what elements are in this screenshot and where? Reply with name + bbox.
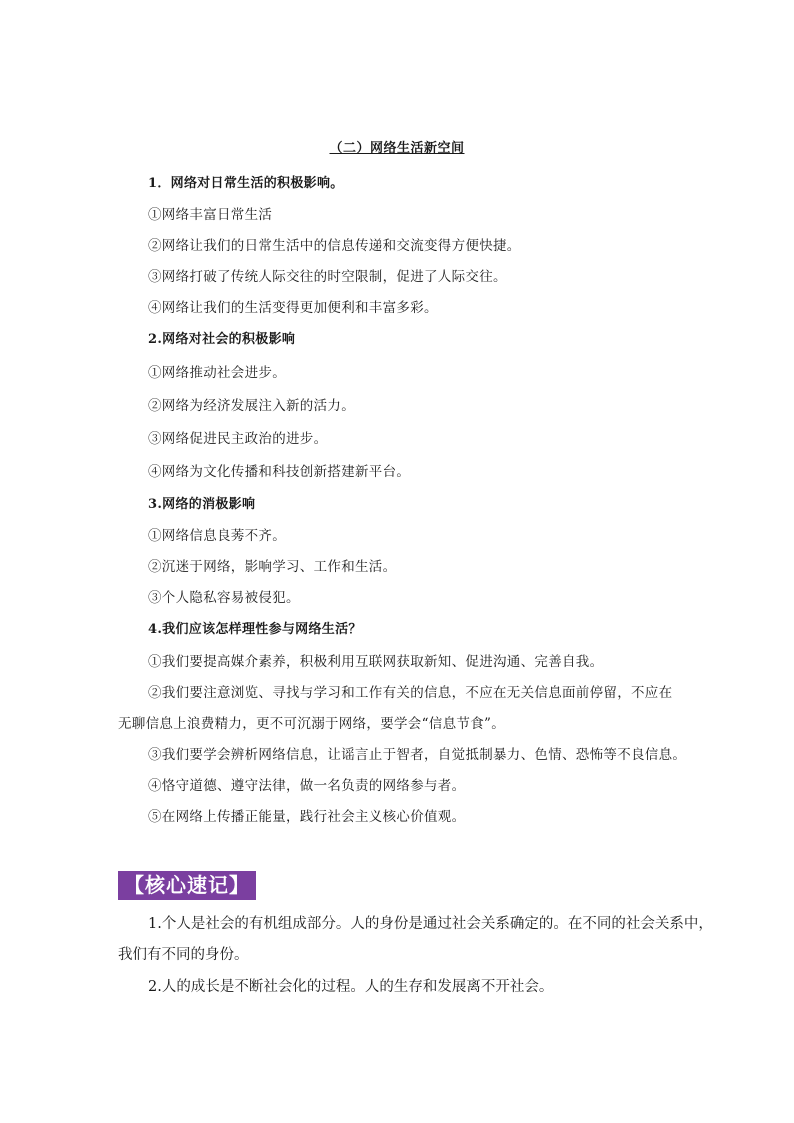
heading-negative: 3.网络的消极影响 (148, 497, 256, 512)
summary-line: 我们有不同的身份。 (118, 947, 249, 963)
list-item: ③网络促进民主政治的进步。 (148, 431, 328, 447)
list-item: ③个人隐私容易被侵犯。 (148, 590, 300, 606)
section-title: （二）网络生活新空间 (329, 141, 465, 156)
summary-line: 1.个人是社会的有机组成部分。人的身份是通过社会关系确定的。在不同的社会关系中， (148, 916, 713, 932)
list-item: ②网络为经济发展注入新的活力。 (148, 398, 355, 414)
list-item: ②网络让我们的日常生活中的信息传递和交流变得方便快捷。 (148, 238, 521, 254)
list-item: ②我们要注意浏览、寻找与学习和工作有关的信息，不应在无关信息面前停留，不应在 (148, 685, 673, 701)
heading-rational-participation: 4.我们应该怎样理性参与网络生活？ (148, 622, 362, 637)
list-item-continuation: 无聊信息上浪费精力，更不可沉溺于网络，要学会“信息节食”。 (118, 716, 506, 732)
list-item: ④恪守道德、遵守法律，做一名负责的网络参与者。 (148, 778, 466, 794)
list-item: ①我们要提高媒介素养，积极利用互联网获取新知、促进沟通、完善自我。 (148, 654, 604, 670)
list-item: ①网络丰富日常生活 (148, 207, 273, 223)
list-item: ②沉迷于网络，影响学习、工作和生活。 (148, 559, 397, 575)
core-summary-banner: 【核心速记】 (118, 871, 256, 900)
list-item: ⑤在网络上传播正能量，践行社会主义核心价值观。 (148, 809, 466, 825)
list-item: ①网络推动社会进步。 (148, 365, 286, 381)
list-item: ①网络信息良莠不齐。 (148, 528, 286, 544)
heading-daily-life: 1．网络对日常生活的积极影响。 (148, 176, 344, 191)
list-item: ④网络让我们的生活变得更加便利和丰富多彩。 (148, 300, 438, 316)
list-item: ③我们要学会辨析网络信息，让谣言止于智者，自觉抵制暴力、色情、恐怖等不良信息。 (148, 747, 687, 763)
heading-society: 2.网络对社会的积极影响 (148, 332, 296, 347)
summary-line: 2.人的成长是不断社会化的过程。人的生存和发展离不开社会。 (148, 979, 554, 995)
list-item: ④网络为文化传播和科技创新搭建新平台。 (148, 464, 411, 480)
list-item: ③网络打破了传统人际交往的时空限制，促进了人际交往。 (148, 269, 507, 285)
